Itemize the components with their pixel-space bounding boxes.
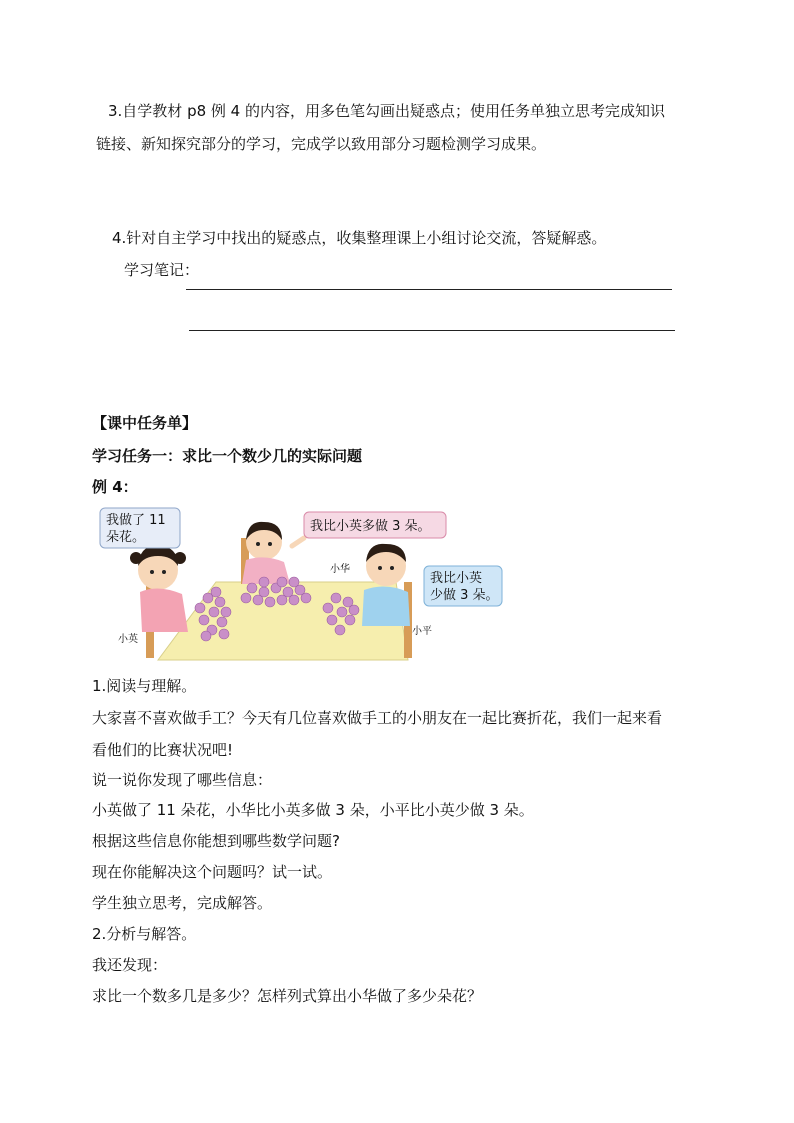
speech-bubble-xiaoping bbox=[424, 566, 502, 606]
girl-xiaohua bbox=[242, 522, 304, 584]
girl-xiaoying bbox=[130, 546, 188, 632]
name-xiaohua: 小华 bbox=[330, 564, 350, 575]
task1-heading: 学习任务一：求比一个数少几的实际问题 bbox=[92, 447, 363, 465]
body-line-11: 求比一个数多几是多少？怎样列式算出小华做了多少朵花？ bbox=[92, 987, 483, 1005]
example-label: 例 4： bbox=[92, 478, 138, 496]
name-xiaoying: 小英 bbox=[118, 634, 138, 645]
item3-line1: 3.自学教材 p8 例 4 的内容，用多色笔勾画出疑惑点；使用任务单独立思考完成知识 bbox=[108, 102, 665, 120]
speech-bubble-xiaohua bbox=[304, 512, 446, 538]
body-line-1: 1.阅读与理解。 bbox=[92, 677, 197, 695]
item4-line: 4.针对自主学习中找出的疑惑点，收集整理课上小组讨论交流，答疑解惑。 bbox=[112, 229, 607, 247]
body-line-2: 大家喜不喜欢做手工？今天有几位喜欢做手工的小朋友在一起比赛折花，我们一起来看 bbox=[92, 709, 663, 727]
body-line-4: 说一说你发现了哪些信息： bbox=[92, 771, 273, 789]
name-xiaoping: 小平 bbox=[412, 626, 432, 637]
body-line-9: 2.分析与解答。 bbox=[92, 925, 197, 943]
bubble-xiaohua-text: 我比小英多做 3 朵。 bbox=[310, 519, 431, 534]
notes-rule-1 bbox=[186, 289, 672, 290]
notes-label: 学习笔记： bbox=[124, 261, 200, 279]
body-line-3: 看他们的比赛状况吧! bbox=[92, 741, 234, 759]
bubble-xiaoping-line2: 少做 3 朵。 bbox=[430, 588, 499, 603]
body-line-5: 小英做了 11 朵花，小华比小英多做 3 朵，小平比小英少做 3 朵。 bbox=[92, 801, 534, 819]
speech-bubble-xiaoying bbox=[100, 508, 180, 548]
body-line-6: 根据这些信息你能想到哪些数学问题? bbox=[92, 832, 340, 850]
body-line-10: 我还发现： bbox=[92, 956, 168, 974]
children-folding-flowers-illustration bbox=[96, 502, 516, 662]
item3-line2: 链接、新知探究部分的学习，完成学以致用部分习题检测学习成果。 bbox=[96, 135, 547, 153]
in-class-heading: 【课中任务单】 bbox=[92, 414, 198, 432]
body-line-7: 现在你能解决这个问题吗？试一试。 bbox=[92, 863, 333, 881]
notes-rule-2 bbox=[189, 330, 675, 331]
bubble-xiaoying-line1: 我做了 11 bbox=[106, 513, 166, 528]
bubble-xiaoying-line2: 朵花。 bbox=[106, 530, 146, 545]
body-line-8: 学生独立思考，完成解答。 bbox=[92, 894, 273, 912]
bubble-xiaoping-line1: 我比小英 bbox=[430, 571, 483, 586]
